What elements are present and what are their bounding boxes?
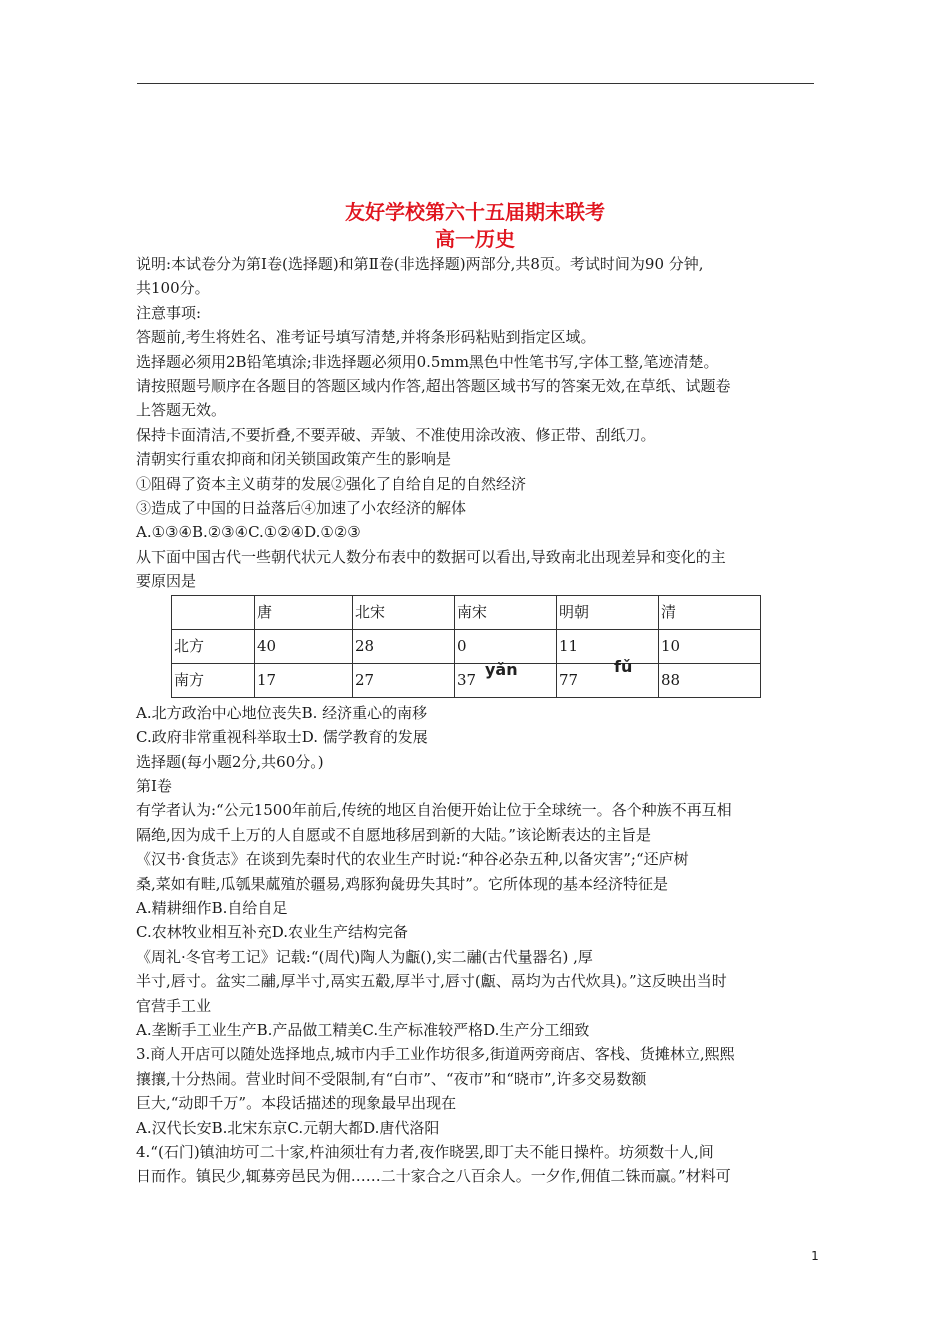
exam-subtitle: 高一历史 xyxy=(435,227,515,251)
table-cell: 40 xyxy=(255,629,353,663)
table-cell: 10 xyxy=(659,629,761,663)
question-choices: C.农林牧业相互补充D.农业生产结构完备 xyxy=(136,923,408,942)
table-cell: 南宋 xyxy=(455,595,557,629)
pinyin-annotation: yǎn xyxy=(485,660,518,679)
zhuangyuan-table xyxy=(171,595,761,698)
table-cell: 唐 xyxy=(255,595,353,629)
table-cell: 28 xyxy=(353,629,455,663)
table-row xyxy=(172,629,761,663)
table-cell: 88 xyxy=(659,663,761,697)
volume-label: 第Ⅰ卷 xyxy=(136,776,172,795)
question-stem: 有学者认为:“公元1500年前后,传统的地区自治便开始让位于全球统一。各个种族不再互相 xyxy=(136,801,732,820)
question-stem: 隔绝,因为成千上万的人自愿或不自愿地移居到新的大陆。”该论断表达的主旨是 xyxy=(136,825,651,844)
table-cell: 77 xyxy=(557,663,659,697)
question-stem: 3.商人开店可以随处选择地点,城市内手工业作坊很多,街道两旁商店、客栈、货摊林立,熙熙 xyxy=(136,1045,735,1064)
pinyin-annotation: fǔ xyxy=(614,657,633,676)
table-cell: 清 xyxy=(659,595,761,629)
question-choices: C.政府非常重视科举取士D. 儒学教育的发展 xyxy=(136,728,428,747)
question-stem: 桑,菜如有畦,瓜瓠果蓏殖於疆易,鸡豚狗彘毋失其时”。它所体现的基本经济特征是 xyxy=(136,874,668,893)
document-body xyxy=(136,252,816,1189)
note-item: 保持卡面清洁,不要折叠,不要弄破、弄皱、不准使用涂改液、修正带、刮纸刀。 xyxy=(136,425,656,444)
question-stem: 4.“(石门)镇油坊可二十家,杵油须壮有力者,夜作晓罢,即丁夫不能日操杵。坊须数十人,间 xyxy=(136,1143,714,1161)
question-choices: A.精耕细作B.自给自足 xyxy=(136,898,288,917)
section-label: 选择题(每小题2分,共60分。) xyxy=(136,752,324,771)
exam-title: 友好学校第六十五届期末联考 xyxy=(345,200,605,224)
question-choices: A.北方政治中心地位丧失B. 经济重心的南移 xyxy=(136,703,428,722)
question-stem: 《汉书·食货志》在谈到先秦时代的农业生产时说:“种谷必杂五种,以备灾害”;“还庐树 xyxy=(136,850,689,869)
question-choices: A.垄断手工业生产B.产品做工精美C.生产标准较严格D.生产分工细致 xyxy=(136,1020,590,1039)
page-number: 1 xyxy=(811,1249,819,1263)
table-cell: 17 xyxy=(255,663,353,697)
notes-label: 注意事项: xyxy=(136,303,202,322)
table-cell: 37 xyxy=(455,663,557,697)
question-stem: 要原因是 xyxy=(136,572,197,591)
note-item: 答题前,考生将姓名、准考证号填写清楚,并将条形码粘贴到指定区域。 xyxy=(136,328,596,347)
table-cell: 明朝 xyxy=(557,595,659,629)
question-options: ①阻碍了资本主义萌芽的发展②强化了自给自足的自然经济 xyxy=(136,474,527,493)
table-cell: 11 xyxy=(557,629,659,663)
table-cell: 南方 xyxy=(172,663,255,697)
table-header-row xyxy=(172,595,761,629)
table-cell: 0 xyxy=(455,629,557,663)
question-stem: 从下面中国古代一些朝代状元人数分布表中的数据可以看出,导致南北出现差异和变化的主 xyxy=(136,547,726,566)
question-choices: A.汉代长安B.北宋东京C.元朝大都D.唐代洛阳 xyxy=(136,1118,440,1137)
table-cell xyxy=(172,595,255,629)
intro-line: 说明:本试卷分为第Ⅰ卷(选择题)和第Ⅱ卷(非选择题)两部分,共8页。考试时间为90 分钟, xyxy=(136,255,704,273)
question-options: ③造成了中国的日益落后④加速了小农经济的解体 xyxy=(136,499,467,518)
header-rule xyxy=(137,83,814,84)
question-stem: 日而作。镇民少,辄募旁邑民为佣……二十家合之八百余人。一夕作,佣值二铢而赢。”材料可 xyxy=(136,1167,731,1186)
question-stem: 《周礼·冬官考工记》记载:“(周代)陶人为甗(),实二鬴(古代量器名) ,厚 xyxy=(136,947,593,966)
table-cell: 北宋 xyxy=(353,595,455,629)
question-stem: 攘攘,十分热闹。营业时间不受限制,有“白市”、“夜市”和“晓市”,许多交易数额 xyxy=(136,1069,647,1088)
question-stem: 半寸,唇寸。盆实二鬴,厚半寸,鬲实五觳,厚半寸,唇寸(甗、鬲均为古代炊具)。”这反映出当时 xyxy=(136,972,727,991)
table-cell: 27 xyxy=(353,663,455,697)
intro-line: 共100分。 xyxy=(136,279,210,298)
question-choices: A.①③④B.②③④C.①②④D.①②③ xyxy=(136,523,361,542)
question-stem: 官营手工业 xyxy=(136,996,212,1015)
note-item: 请按照题号顺序在各题目的答题区域内作答,超出答题区域书写的答案无效,在草纸、试题卷 xyxy=(136,377,731,396)
note-item: 上答题无效。 xyxy=(136,401,227,420)
table-cell: 北方 xyxy=(172,629,255,663)
question-stem: 巨大,“动即千万”。本段话描述的现象最早出现在 xyxy=(136,1094,457,1113)
question-stem: 清朝实行重农抑商和闭关锁国政策产生的影响是 xyxy=(136,450,452,469)
table-row xyxy=(172,663,761,697)
note-item: 选择题必须用2B铅笔填涂;非选择题必须用0.5mm黑色中性笔书写,字体工整,笔迹清楚。 xyxy=(136,352,719,371)
